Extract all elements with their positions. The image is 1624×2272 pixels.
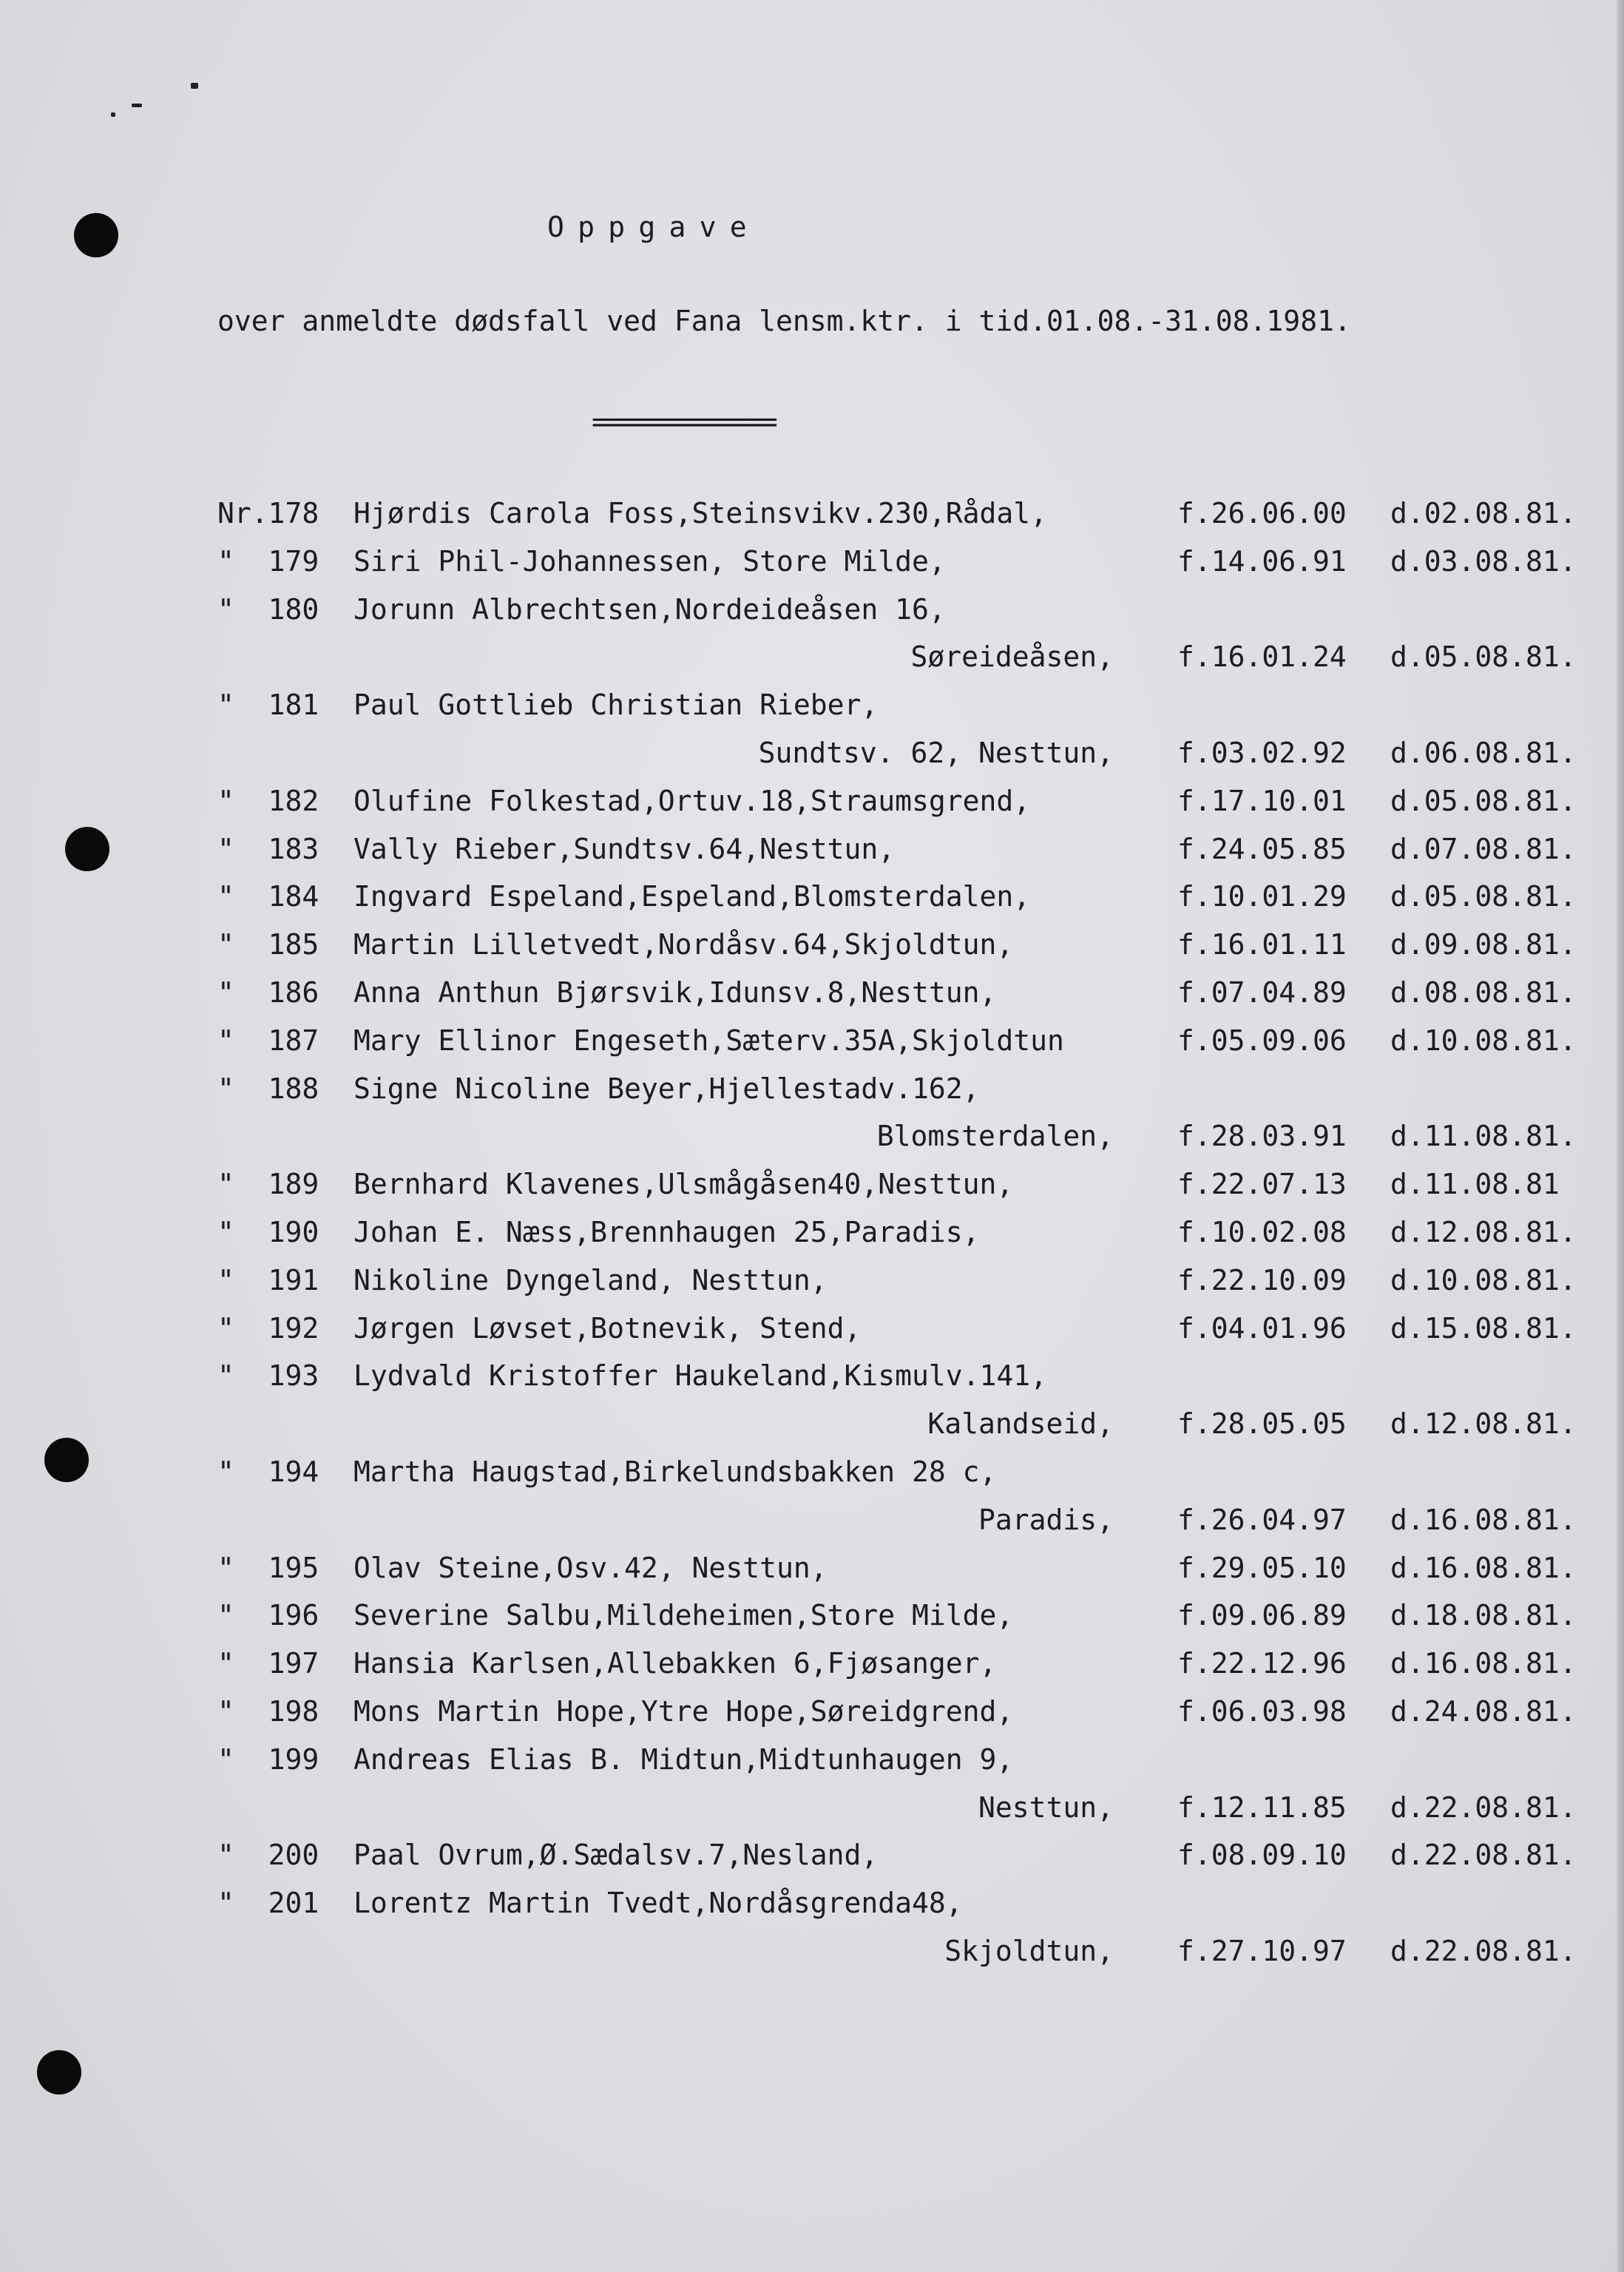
- entry-place: Skjoldtun,: [944, 1935, 1114, 1967]
- birth-date: f.29.05.10: [1177, 1551, 1347, 1584]
- entry-place: Kalandseid,: [927, 1407, 1114, 1441]
- list-item: [0, 1359, 1624, 1395]
- death-date: d.22.08.81.: [1390, 1791, 1577, 1824]
- death-date: d.06.08.81.: [1390, 737, 1577, 769]
- entry-number: " 182: [217, 784, 319, 817]
- death-date: d.16.08.81.: [1390, 1647, 1577, 1680]
- birth-date: f.14.06.91: [1177, 544, 1347, 578]
- entry-number: " 195: [217, 1551, 319, 1584]
- entry-number: " 201: [217, 1887, 319, 1920]
- entry-number: " 183: [217, 832, 319, 865]
- ink-speck: [132, 104, 142, 107]
- entry-name-address: Nikoline Dyngeland, Nesttun,: [353, 1263, 828, 1296]
- entry-name-address: Hjørdis Carola Foss,Steinsvikv.230,Rådal,: [353, 497, 1047, 530]
- death-date: d.24.08.81.: [1390, 1695, 1577, 1728]
- entry-name-address: Andreas Elias B. Midtun,Midtunhaugen 9,: [353, 1742, 1014, 1776]
- entry-number: " 191: [217, 1263, 319, 1296]
- list-item-continuation: [0, 1407, 1624, 1443]
- list-item: [0, 785, 1624, 820]
- birth-date: f.07.04.89: [1177, 976, 1347, 1009]
- list-item: [0, 593, 1624, 629]
- list-item: [0, 1647, 1624, 1683]
- punch-hole: [74, 213, 118, 257]
- entry-number: " 189: [217, 1168, 319, 1201]
- birth-date: f.22.07.13: [1177, 1168, 1347, 1201]
- list-item: [0, 497, 1624, 532]
- list-item: [0, 1599, 1624, 1634]
- birth-date: f.28.05.05: [1177, 1407, 1347, 1441]
- entry-place: Paradis,: [978, 1503, 1114, 1536]
- list-item: [0, 1072, 1624, 1108]
- entry-name-address: Johan E. Næss,Brennhaugen 25,Paradis,: [353, 1216, 980, 1248]
- death-date: d.02.08.81.: [1390, 497, 1577, 530]
- death-date: d.10.08.81.: [1390, 1263, 1577, 1296]
- list-item: [0, 1216, 1624, 1251]
- entry-name-address: Siri Phil-Johannessen, Store Milde,: [353, 544, 946, 578]
- entry-number: " 193: [217, 1359, 319, 1393]
- entry-number: " 187: [217, 1024, 319, 1057]
- entry-number: " 188: [217, 1072, 319, 1105]
- birth-date: f.16.01.24: [1177, 640, 1347, 674]
- birth-date: f.22.12.96: [1177, 1647, 1347, 1680]
- birth-date: f.22.10.09: [1177, 1263, 1347, 1296]
- list-item: [0, 1839, 1624, 1874]
- death-date: d.05.08.81.: [1390, 784, 1577, 817]
- death-date: d.18.08.81.: [1390, 1599, 1577, 1632]
- entry-name-address: Signe Nicoline Beyer,Hjellestadv.162,: [353, 1072, 980, 1105]
- entry-place: Søreideåsen,: [910, 640, 1114, 674]
- entry-place: Blomsterdalen,: [876, 1120, 1114, 1153]
- death-date: d.12.08.81.: [1390, 1216, 1577, 1248]
- birth-date: f.08.09.10: [1177, 1839, 1347, 1872]
- birth-date: f.06.03.98: [1177, 1695, 1347, 1728]
- list-item: [0, 1168, 1624, 1203]
- entry-number: " 185: [217, 928, 319, 961]
- death-date: d.11.08.81.: [1390, 1120, 1577, 1153]
- entry-name-address: Jorunn Albrechtsen,Nordeideåsen 16,: [353, 592, 946, 626]
- entry-name-address: Jørgen Løvset,Botnevik, Stend,: [353, 1311, 862, 1345]
- birth-date: f.12.11.85: [1177, 1791, 1347, 1824]
- death-date: d.16.08.81.: [1390, 1551, 1577, 1584]
- entry-name-address: Bernhard Klavenes,Ulsmågåsen40,Nesttun,: [353, 1168, 1014, 1201]
- entry-number: " 199: [217, 1742, 319, 1776]
- list-item: [0, 928, 1624, 964]
- birth-date: f.17.10.01: [1177, 784, 1347, 817]
- entry-number: " 198: [217, 1695, 319, 1728]
- death-date: d.22.08.81.: [1390, 1935, 1577, 1967]
- entry-name-address: Anna Anthun Bjørsvik,Idunsv.8,Nesttun,: [353, 976, 997, 1009]
- birth-date: f.28.03.91: [1177, 1120, 1347, 1153]
- entry-number: " 180: [217, 592, 319, 626]
- birth-date: f.27.10.97: [1177, 1935, 1347, 1967]
- entry-name-address: Paul Gottlieb Christian Rieber,: [353, 689, 879, 722]
- list-item-continuation: [0, 737, 1624, 772]
- birth-date: f.05.09.06: [1177, 1024, 1347, 1057]
- entry-place: Nesttun,: [978, 1791, 1114, 1824]
- entry-number: Nr.178: [217, 497, 319, 530]
- entry-name-address: Severine Salbu,Mildeheimen,Store Milde,: [353, 1599, 1014, 1632]
- list-item: [0, 1024, 1624, 1060]
- entry-name-address: Paal Ovrum,Ø.Sædalsv.7,Nesland,: [353, 1839, 879, 1872]
- list-item: [0, 1743, 1624, 1779]
- document-title: Oppgave: [547, 211, 760, 243]
- death-date: d.22.08.81.: [1390, 1839, 1577, 1872]
- entry-name-address: Martin Lilletvedt,Nordåsv.64,Skjoldtun,: [353, 928, 1014, 961]
- death-date: d.08.08.81.: [1390, 976, 1577, 1009]
- list-item-continuation: [0, 640, 1624, 676]
- list-item: [0, 545, 1624, 581]
- birth-date: f.24.05.85: [1177, 832, 1347, 865]
- entry-number: " 184: [217, 880, 319, 913]
- entry-number: " 186: [217, 976, 319, 1009]
- list-item: [0, 880, 1624, 916]
- entry-name-address: Mons Martin Hope,Ytre Hope,Søreidgrend,: [353, 1695, 1014, 1728]
- birth-date: f.10.01.29: [1177, 880, 1347, 913]
- death-date: d.03.08.81.: [1390, 544, 1577, 578]
- birth-date: f.04.01.96: [1177, 1311, 1347, 1345]
- ink-speck: [191, 83, 198, 89]
- list-item: [0, 833, 1624, 868]
- entry-name-address: Vally Rieber,Sundtsv.64,Nesttun,: [353, 832, 896, 865]
- list-item: [0, 1552, 1624, 1587]
- separator-line: =============: [592, 405, 776, 438]
- entry-number: " 197: [217, 1647, 319, 1680]
- entry-number: " 190: [217, 1216, 319, 1248]
- ink-speck: [111, 112, 115, 117]
- entry-place: Sundtsv. 62, Nesttun,: [758, 737, 1114, 769]
- entry-number: " 196: [217, 1599, 319, 1632]
- death-date: d.07.08.81.: [1390, 832, 1577, 865]
- document-subtitle: over anmeldte dødsfall ved Fana lensm.ktr. i tid.01.08.-31.08.1981.: [217, 305, 1351, 337]
- entry-name-address: Hansia Karlsen,Allebakken 6,Fjøsanger,: [353, 1647, 997, 1680]
- entry-number: " 200: [217, 1839, 319, 1872]
- entry-name-address: Olav Steine,Osv.42, Nesttun,: [353, 1551, 828, 1584]
- list-item: [0, 1312, 1624, 1348]
- death-date: d.05.08.81.: [1390, 880, 1577, 913]
- list-item-continuation: [0, 1120, 1624, 1155]
- birth-date: f.03.02.92: [1177, 737, 1347, 769]
- death-date: d.05.08.81.: [1390, 640, 1577, 674]
- list-item: [0, 1695, 1624, 1731]
- birth-date: f.26.06.00: [1177, 497, 1347, 530]
- list-item: [0, 1456, 1624, 1491]
- list-item: [0, 976, 1624, 1012]
- death-date: d.10.08.81.: [1390, 1024, 1577, 1057]
- list-item: [0, 1887, 1624, 1922]
- death-date: d.11.08.81: [1390, 1168, 1560, 1201]
- punch-hole: [37, 2050, 81, 2094]
- death-date: d.09.08.81.: [1390, 928, 1577, 961]
- list-item: [0, 1264, 1624, 1299]
- entry-number: " 194: [217, 1456, 319, 1488]
- death-date: d.16.08.81.: [1390, 1503, 1577, 1536]
- list-item-continuation: [0, 1504, 1624, 1539]
- birth-date: f.09.06.89: [1177, 1599, 1347, 1632]
- list-item-continuation: [0, 1935, 1624, 1970]
- entry-name-address: Ingvard Espeland,Espeland,Blomsterdalen,: [353, 880, 1031, 913]
- death-date: d.12.08.81.: [1390, 1407, 1577, 1441]
- entry-name-address: Lydvald Kristoffer Haukeland,Kismulv.141,: [353, 1359, 1047, 1393]
- list-item-continuation: [0, 1791, 1624, 1827]
- death-date: d.15.08.81.: [1390, 1311, 1577, 1345]
- birth-date: f.16.01.11: [1177, 928, 1347, 961]
- entry-name-address: Martha Haugstad,Birkelundsbakken 28 c,: [353, 1456, 997, 1488]
- entry-number: " 192: [217, 1311, 319, 1345]
- birth-date: f.10.02.08: [1177, 1216, 1347, 1248]
- entry-number: " 181: [217, 689, 319, 722]
- birth-date: f.26.04.97: [1177, 1503, 1347, 1536]
- entry-name-address: Olufine Folkestad,Ortuv.18,Straumsgrend,: [353, 784, 1031, 817]
- entry-name-address: Lorentz Martin Tvedt,Nordåsgrenda48,: [353, 1887, 963, 1920]
- list-item: [0, 689, 1624, 724]
- entry-number: " 179: [217, 544, 319, 578]
- entry-name-address: Mary Ellinor Engeseth,Sæterv.35A,Skjoldtun: [353, 1024, 1064, 1057]
